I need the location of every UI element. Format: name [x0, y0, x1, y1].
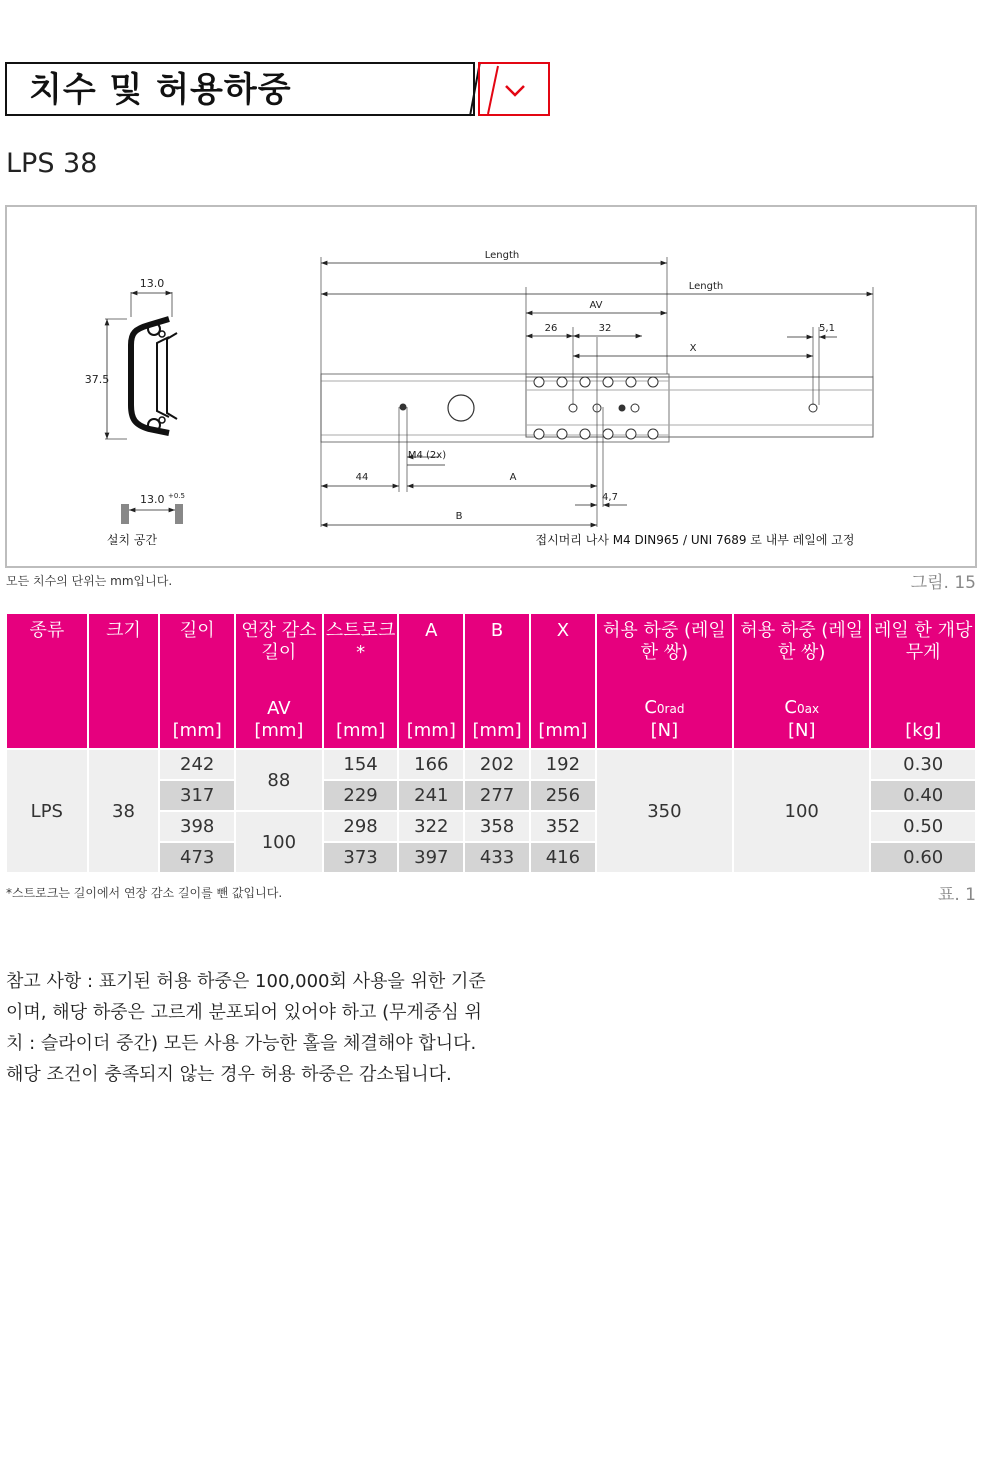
dim-26-label: 26 — [544, 323, 558, 334]
dim-x-label: X — [689, 343, 697, 354]
col-size: 크기 — [89, 614, 159, 748]
av-label: AV — [589, 300, 603, 311]
col-x: X [mm] — [531, 614, 595, 748]
cell-stroke: 229 — [324, 781, 398, 810]
cell-c0ax: 100 — [734, 750, 869, 872]
cell-length: 317 — [160, 781, 234, 810]
cell-x: 192 — [531, 750, 595, 779]
model-title: LPS 38 — [6, 148, 98, 179]
cell-weight: 0.60 — [871, 843, 975, 872]
cell-stroke: 154 — [324, 750, 398, 779]
profile-height-label: 37.5 — [84, 373, 110, 386]
cell-x: 256 — [531, 781, 595, 810]
section-title: 치수 및 허용하중 — [29, 70, 292, 110]
load-notice: 참고 사항 : 표기된 허용 하중은 100,000회 사용을 위한 기준이며, 해당 하중은 고르게 분포되어 있어야 하고 (무게중심 위치 : 슬라이더 중간) 모든 사용 가능한 홀을 체결해야 합니다. 해당 조건이 충족되지 않는 경우 허용 하중은 감소됩니다. — [6, 971, 486, 1085]
cell-a: 397 — [399, 843, 463, 872]
install-block-left — [121, 504, 129, 524]
dim-b-label: B — [455, 511, 463, 522]
rail-profile — [131, 319, 177, 433]
install-tolerance-label: +0.5 — [168, 492, 185, 500]
dim-47-label: 4,7 — [602, 492, 618, 503]
cell-av: 100 — [236, 812, 322, 872]
dim-32-label: 32 — [598, 323, 612, 334]
cell-stroke: 373 — [324, 843, 398, 872]
cell-length: 242 — [160, 750, 234, 779]
length-label-2: Length — [688, 281, 724, 292]
col-stroke: 스트로크* [mm] — [324, 614, 398, 748]
cell-size: 38 — [89, 750, 159, 872]
cell-b: 358 — [465, 812, 529, 841]
cell-b: 202 — [465, 750, 529, 779]
cell-c0rad: 350 — [597, 750, 732, 872]
fixing-caption: 접시머리 나사 M4 DIN965 / UNI 7689 로 내부 레일에 고정 — [535, 533, 855, 547]
cell-b: 433 — [465, 843, 529, 872]
col-weight: 레일 한 개당 무게 [kg] — [871, 614, 975, 748]
table-number: 표. 1 — [937, 885, 976, 905]
thread-label: M4 (2x) — [407, 450, 447, 461]
cell-weight: 0.50 — [871, 812, 975, 841]
expand-toggle-button[interactable] — [478, 62, 550, 116]
dim-44-label: 44 — [355, 472, 369, 483]
dim-a-label: A — [509, 472, 517, 483]
cell-stroke: 298 — [324, 812, 398, 841]
figure-number: 그림. 15 — [910, 573, 976, 593]
cell-x: 416 — [531, 843, 595, 872]
drawing-canvas — [7, 207, 979, 570]
cell-a: 166 — [399, 750, 463, 779]
col-c0ax: 허용 하중 (레일 한 쌍) C0ax [N] — [734, 614, 869, 748]
section-header — [5, 62, 475, 116]
profile-width-label: 13.0 — [139, 277, 165, 290]
install-space-label: 설치 공간 — [106, 533, 158, 547]
rail-holes — [400, 377, 817, 439]
col-b: B [mm] — [465, 614, 529, 748]
cell-weight: 0.40 — [871, 781, 975, 810]
cell-length: 473 — [160, 843, 234, 872]
dimension-drawing — [5, 205, 977, 568]
cell-x: 352 — [531, 812, 595, 841]
stroke-note: *스트로크는 길이에서 연장 감소 길이를 뺀 값입니다. — [6, 886, 283, 900]
col-av: 연장 감소 길이 AV [mm] — [236, 614, 322, 748]
length-label: Length — [484, 250, 520, 261]
install-block-right — [175, 504, 183, 524]
cell-weight: 0.30 — [871, 750, 975, 779]
col-a: A [mm] — [399, 614, 463, 748]
col-type: 종류 — [7, 614, 87, 748]
col-length: 길이 [mm] — [160, 614, 234, 748]
dim-51-label: 5,1 — [819, 323, 835, 334]
install-width-label: 13.0 — [140, 493, 165, 506]
spec-table — [5, 612, 977, 874]
cell-type: LPS — [7, 750, 87, 872]
col-c0rad: 허용 하중 (레일 한 쌍) C0rad [N] — [597, 614, 732, 748]
cell-length: 398 — [160, 812, 234, 841]
table-header-row — [7, 614, 975, 748]
cell-a: 322 — [399, 812, 463, 841]
units-note: 모든 치수의 단위는 mm입니다. — [6, 574, 173, 588]
cell-a: 241 — [399, 781, 463, 810]
table-row — [7, 750, 975, 779]
cell-av: 88 — [236, 750, 322, 810]
chevron-down-icon — [478, 62, 550, 116]
cell-b: 277 — [465, 781, 529, 810]
extension-lines — [321, 257, 873, 527]
